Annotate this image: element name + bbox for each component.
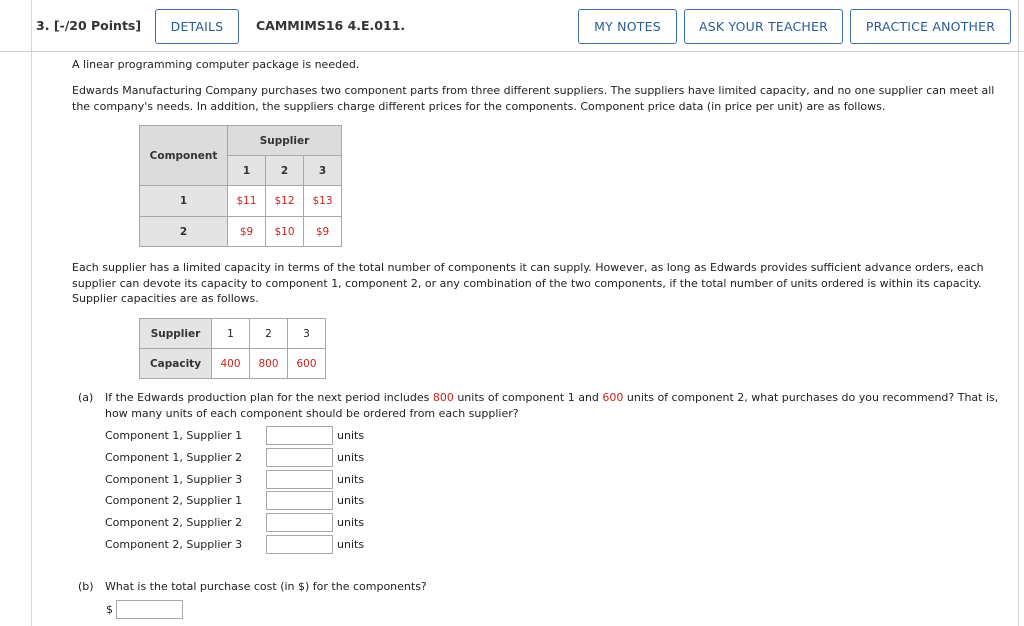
component-header: Component: [140, 126, 228, 186]
capacity-cell: 600: [288, 349, 326, 379]
answer-label: Component 1, Supplier 1: [105, 429, 243, 442]
ask-your-teacher-button[interactable]: ASK YOUR TEACHER: [684, 9, 843, 44]
supplier-number: 2: [266, 156, 304, 186]
price-cell: $13: [304, 186, 342, 217]
part-a-question: If the Edwards production plan for the next period includes 800 units of component 1 and 600 units of component 2, what purchases do you recommend? That is, how many units of each component should be ordered from each supplier?: [105, 391, 999, 420]
answer-label: Component 2, Supplier 1: [105, 494, 243, 507]
problem-paragraph-2: Each supplier has a limited capacity in terms of the total number of components it can supply. However, as long as Edwards provides sufficient advance orders, each supplier can devote its capacity to component 1, component 2, or any combination of the two components, if the total number of units ordered is within its capacity. Supplier capacities are as follows.: [72, 261, 984, 305]
c2-s2-input[interactable]: [266, 513, 333, 532]
component-number: 1: [140, 186, 228, 217]
table-row: [140, 186, 342, 217]
capacity-table: [139, 318, 326, 379]
question-number: 3. [-/20 Points]: [36, 18, 142, 33]
capacity-cell: 400: [212, 349, 250, 379]
table-row: [140, 217, 342, 247]
price-cell: $9: [304, 217, 342, 247]
supplier-number: 3: [304, 156, 342, 186]
details-button[interactable]: DETAILS: [155, 9, 239, 44]
supplier-number: 1: [212, 319, 250, 349]
price-table: [139, 125, 342, 247]
question-header: [0, 0, 1024, 52]
currency-symbol: $: [106, 603, 113, 616]
component-1-units: 800: [432, 391, 454, 404]
unit-label: units: [337, 473, 365, 486]
unit-label: units: [337, 494, 365, 507]
component-number: 2: [140, 217, 228, 247]
answer-label: Component 1, Supplier 2: [105, 451, 243, 464]
answer-label: Component 2, Supplier 3: [105, 538, 243, 551]
unit-label: units: [337, 451, 365, 464]
question-code: CAMMIMS16 4.E.011.: [256, 18, 406, 33]
capacity-row-label: Capacity: [140, 349, 212, 379]
c2-s3-input[interactable]: [266, 535, 333, 554]
price-cell: $12: [266, 186, 304, 217]
c1-s1-input[interactable]: [266, 426, 333, 445]
component-2-units: 600: [602, 391, 624, 404]
price-cell: $10: [266, 217, 304, 247]
practice-another-button[interactable]: PRACTICE ANOTHER: [850, 9, 1011, 44]
supplier-number: 2: [250, 319, 288, 349]
c1-s2-input[interactable]: [266, 448, 333, 467]
my-notes-button[interactable]: MY NOTES: [578, 9, 677, 44]
part-b-question: What is the total purchase cost (in $) for the components?: [105, 580, 427, 593]
part-a-label: (a): [78, 391, 94, 404]
supplier-number: 3: [288, 319, 326, 349]
part-b-label: (b): [78, 580, 94, 593]
price-cell: $11: [228, 186, 266, 217]
unit-label: units: [337, 429, 365, 442]
price-cell: $9: [228, 217, 266, 247]
unit-label: units: [337, 538, 365, 551]
c2-s1-input[interactable]: [266, 491, 333, 510]
answer-label: Component 2, Supplier 2: [105, 516, 243, 529]
unit-label: units: [337, 516, 365, 529]
supplier-header: Supplier: [228, 126, 342, 156]
intro-text: A linear programming computer package is needed.: [72, 58, 360, 71]
supplier-row-label: Supplier: [140, 319, 212, 349]
c1-s3-input[interactable]: [266, 470, 333, 489]
answer-label: Component 1, Supplier 3: [105, 473, 243, 486]
capacity-cell: 800: [250, 349, 288, 379]
supplier-number: 1: [228, 156, 266, 186]
problem-paragraph-1: Edwards Manufacturing Company purchases two component parts from three different suppliers. The suppliers have limited capacity, and no one supplier can meet all the company's needs. In addition, the suppliers charge different prices for the components. Component price data (in price per unit) are as follows.: [72, 84, 995, 113]
total-cost-input[interactable]: [116, 600, 183, 619]
points-label: [-/20 Points]: [53, 18, 142, 33]
